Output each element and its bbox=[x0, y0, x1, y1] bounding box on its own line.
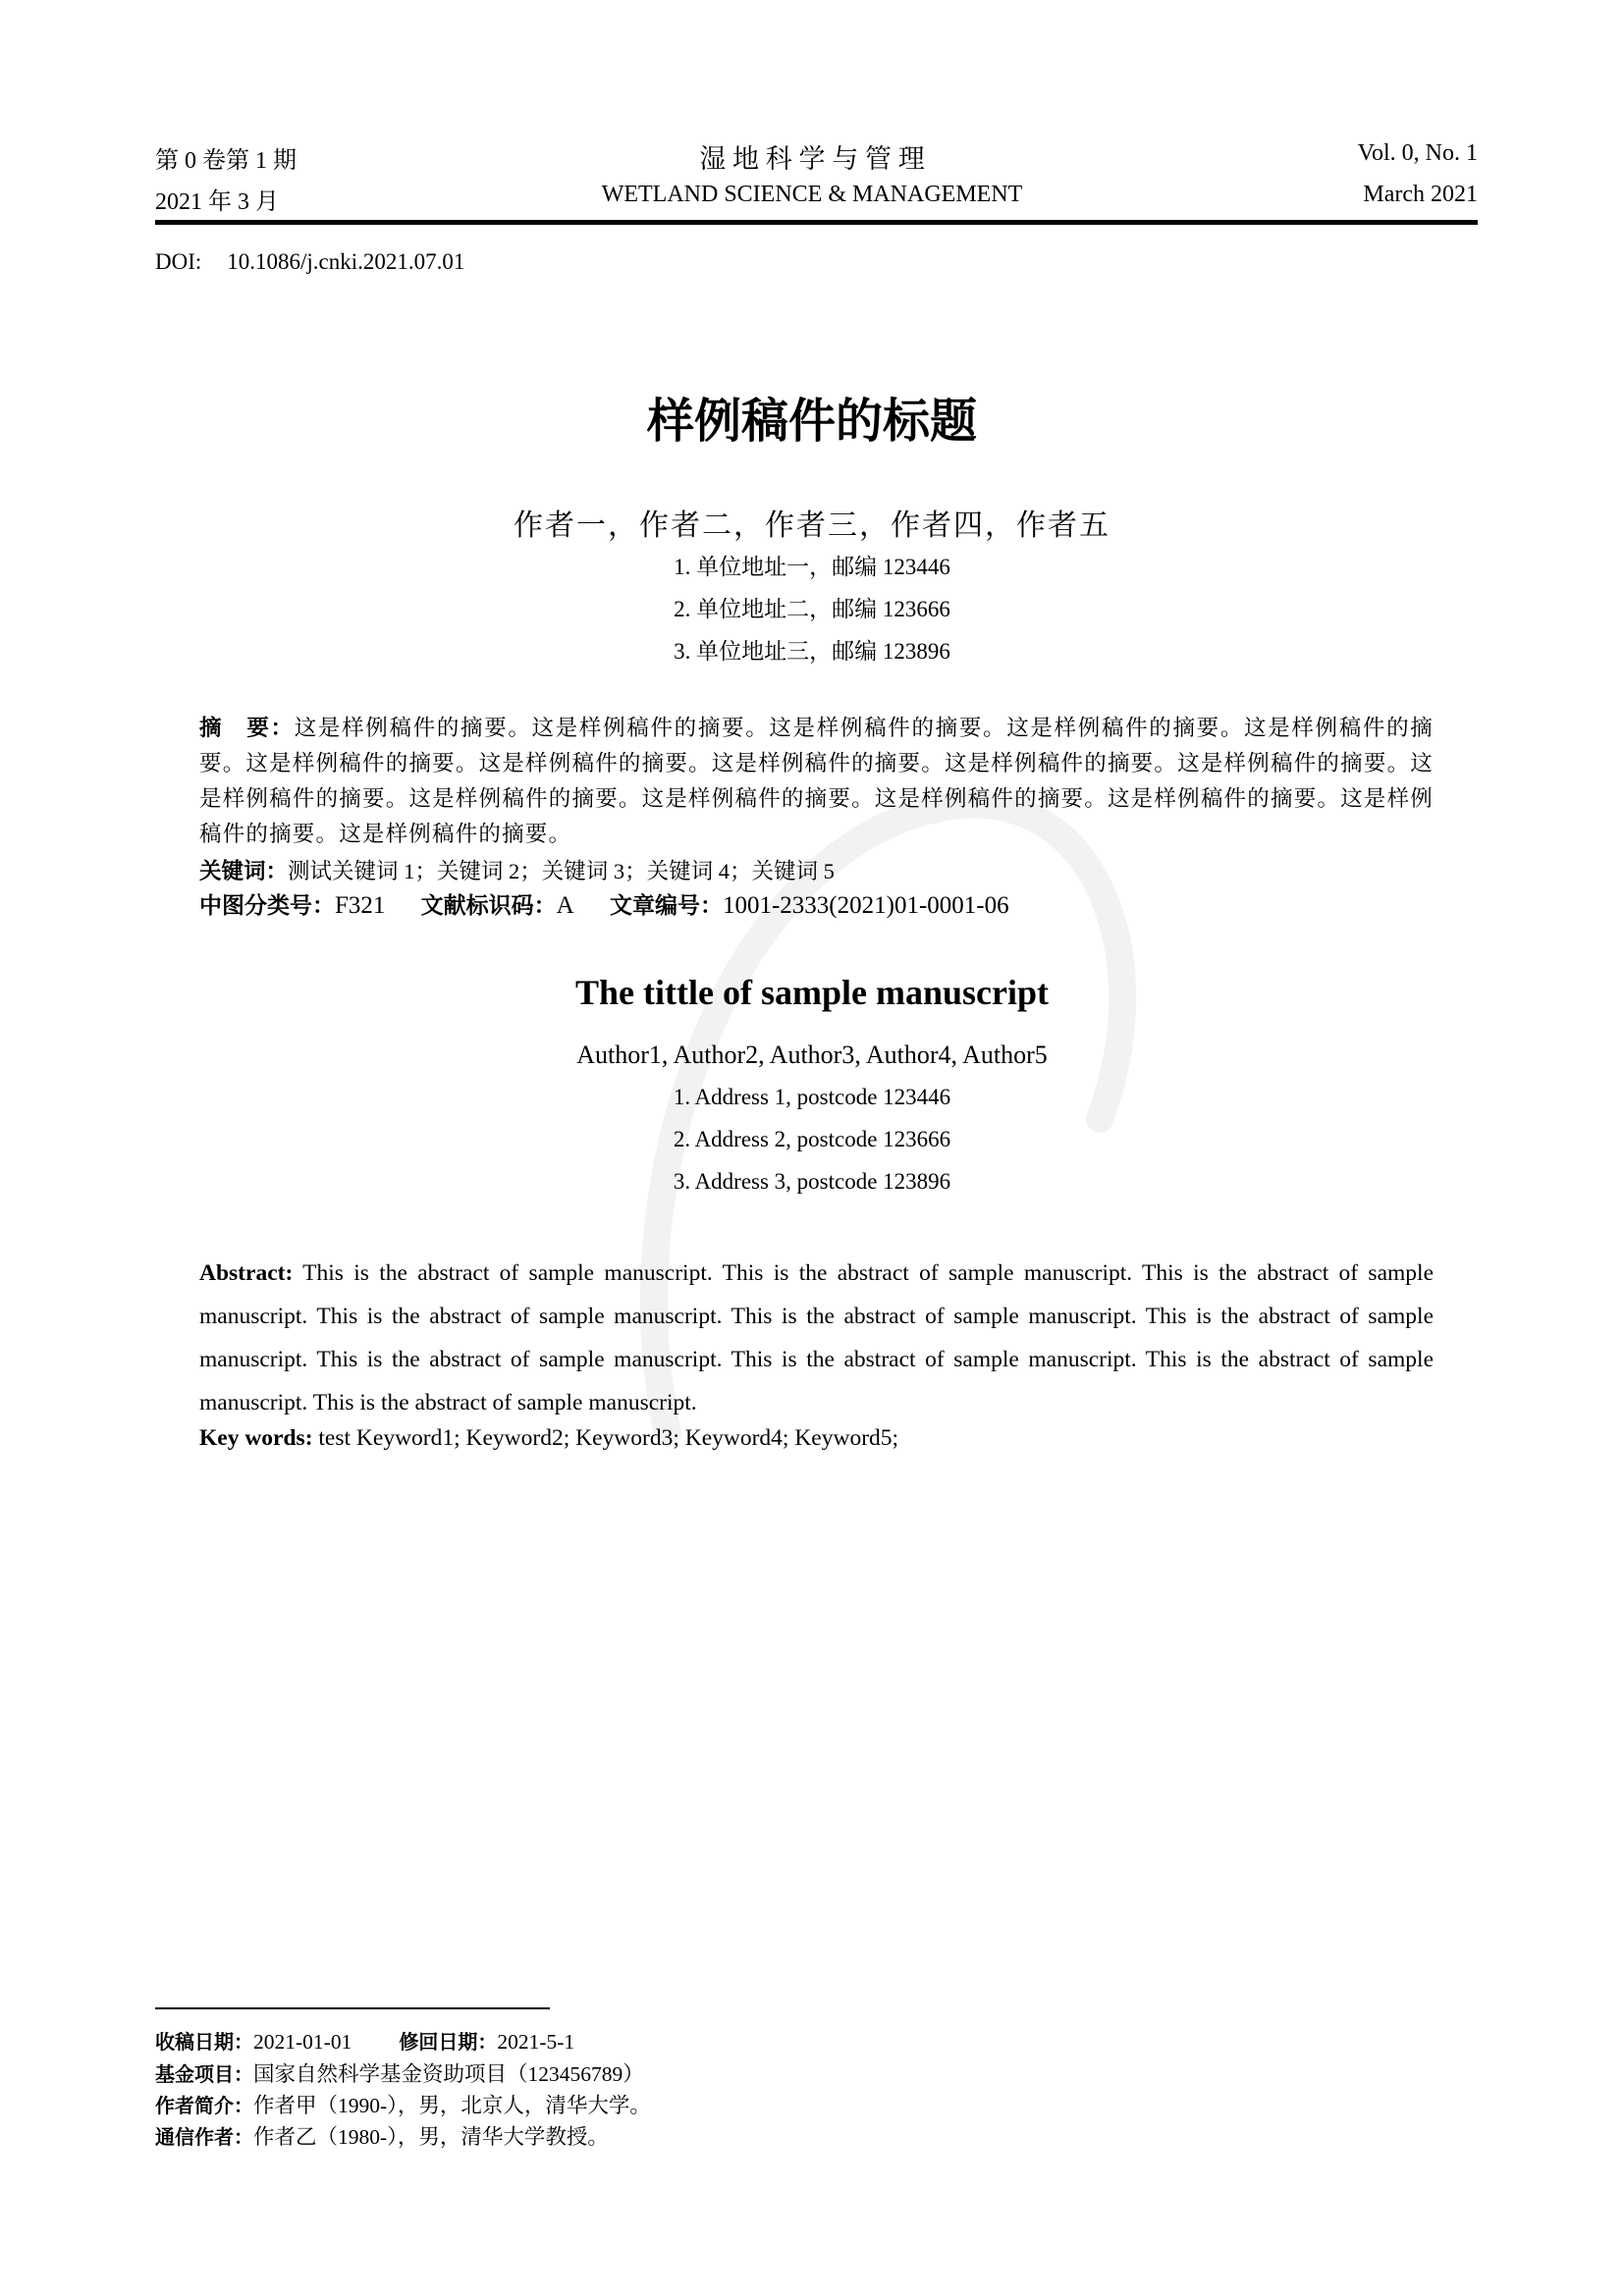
doc-code-label: 文献标识码： bbox=[420, 893, 557, 919]
journal-name-en: WETLAND SCIENCE & MANAGEMENT bbox=[601, 182, 1023, 207]
abstract-cn-text: 这是样例稿件的摘要。这是样例稿件的摘要。这是样例稿件的摘要。这是样例稿件的摘要。这是样例稿件的摘要。这是样例稿件的摘要。这是样例稿件的摘要。这是样例稿件的摘要。这是样例稿件的摘要。这是样例稿件的摘要。这是样例稿件的摘要。这是样例稿件的摘要。这是样例稿件的摘要。这是样例稿件的摘要。这是样例稿件的摘要。这是样例稿件的摘要。这是样例稿件的摘要。 bbox=[199, 716, 1434, 846]
revised-label: 修回日期： bbox=[399, 2030, 498, 2054]
bio-label: 作者简介： bbox=[155, 2094, 253, 2117]
affiliation-cn: 3. 单位地址三，邮编 123896 bbox=[674, 639, 950, 664]
volume-en: Vol. 0, No. 1 bbox=[1357, 140, 1478, 166]
doi-value: 10.1086/j.cnki.2021.07.01 bbox=[227, 249, 465, 274]
footnote-rule bbox=[155, 2007, 550, 2009]
keywords-en-label: Key words: bbox=[199, 1425, 313, 1451]
abstract-en-label: Abstract: bbox=[199, 1260, 294, 1286]
keywords-cn-text: 测试关键词 1；关键词 2；关键词 3；关键词 4；关键词 5 bbox=[288, 859, 835, 883]
received-label: 收稿日期： bbox=[155, 2030, 253, 2054]
doc-code-value: A bbox=[556, 892, 574, 919]
authors-cn: 作者一，作者二，作者三，作者四，作者五 bbox=[514, 509, 1110, 542]
keywords-cn-label: 关键词： bbox=[199, 859, 289, 884]
keywords-cn bbox=[199, 854, 1434, 885]
footnote-dates bbox=[155, 2026, 574, 2055]
abstract-cn bbox=[199, 711, 1434, 852]
journal-name-cn: 湿 地 科 学 与 管 理 bbox=[699, 144, 925, 174]
corr-label: 通信作者： bbox=[155, 2125, 253, 2149]
header-rule bbox=[155, 220, 1478, 225]
doi-label: DOI: bbox=[155, 249, 202, 274]
classification-line bbox=[199, 887, 1434, 920]
bio-text: 作者甲（1990-），男，北京人，清华大学。 bbox=[253, 2094, 651, 2117]
keywords-en bbox=[199, 1425, 1434, 1452]
abstract-en bbox=[199, 1252, 1434, 1424]
abstract-cn-label: 摘 要： bbox=[199, 716, 295, 741]
keywords-en-text: test Keyword1; Keyword2; Keyword3; Keyword4; Keyword5; bbox=[312, 1425, 899, 1451]
article-no-label: 文章编号： bbox=[609, 893, 723, 919]
title-en: The tittle of sample manuscript bbox=[575, 973, 1049, 1012]
affiliation-en: 2. Address 2, postcode 123666 bbox=[673, 1127, 951, 1151]
affiliation-cn: 1. 单位地址一，邮编 123446 bbox=[674, 555, 950, 579]
affiliation-en: 1. Address 1, postcode 123446 bbox=[673, 1085, 951, 1109]
revised-date: 2021-5-1 bbox=[497, 2030, 575, 2054]
corr-text: 作者乙（1980-），男，清华大学教授。 bbox=[253, 2125, 609, 2149]
doi bbox=[155, 249, 490, 275]
title-cn: 样例稿件的标题 bbox=[646, 394, 977, 449]
fund-label: 基金项目： bbox=[155, 2062, 253, 2086]
fund-text: 国家自然科学基金资助项目（123456789） bbox=[253, 2062, 644, 2086]
date-cn: 2021 年 3 月 bbox=[155, 189, 279, 215]
footnote-bio bbox=[155, 2089, 651, 2119]
issue-cn: 第 0 卷第 1 期 bbox=[155, 148, 297, 174]
footnote-corresponding bbox=[155, 2120, 609, 2151]
article-no-value: 1001-2333(2021)01-0001-06 bbox=[722, 892, 1009, 919]
received-date: 2021-01-01 bbox=[253, 2030, 352, 2054]
affiliation-en: 3. Address 3, postcode 123896 bbox=[673, 1169, 951, 1194]
footnote-fund bbox=[155, 2057, 644, 2088]
clc-label: 中图分类号： bbox=[199, 893, 335, 919]
date-en: March 2021 bbox=[1363, 182, 1478, 207]
affiliation-cn: 2. 单位地址二，邮编 123666 bbox=[674, 597, 950, 621]
clc-value: F321 bbox=[335, 892, 386, 919]
authors-en: Author1, Author2, Author3, Author4, Author5 bbox=[576, 1041, 1048, 1069]
abstract-en-text: This is the abstract of sample manuscript. This is the abstract of sample manuscript. This is the abstract of sample manuscript. This is the abstract of sample manuscript. This is the abstract of sample manuscript. This is the abstract of sample manuscript. This is the abstract of sample manuscript. This is the abstract of sample manuscript. This is the abstract of sample manuscript. This is the abstract of sample manuscript. bbox=[199, 1260, 1434, 1415]
